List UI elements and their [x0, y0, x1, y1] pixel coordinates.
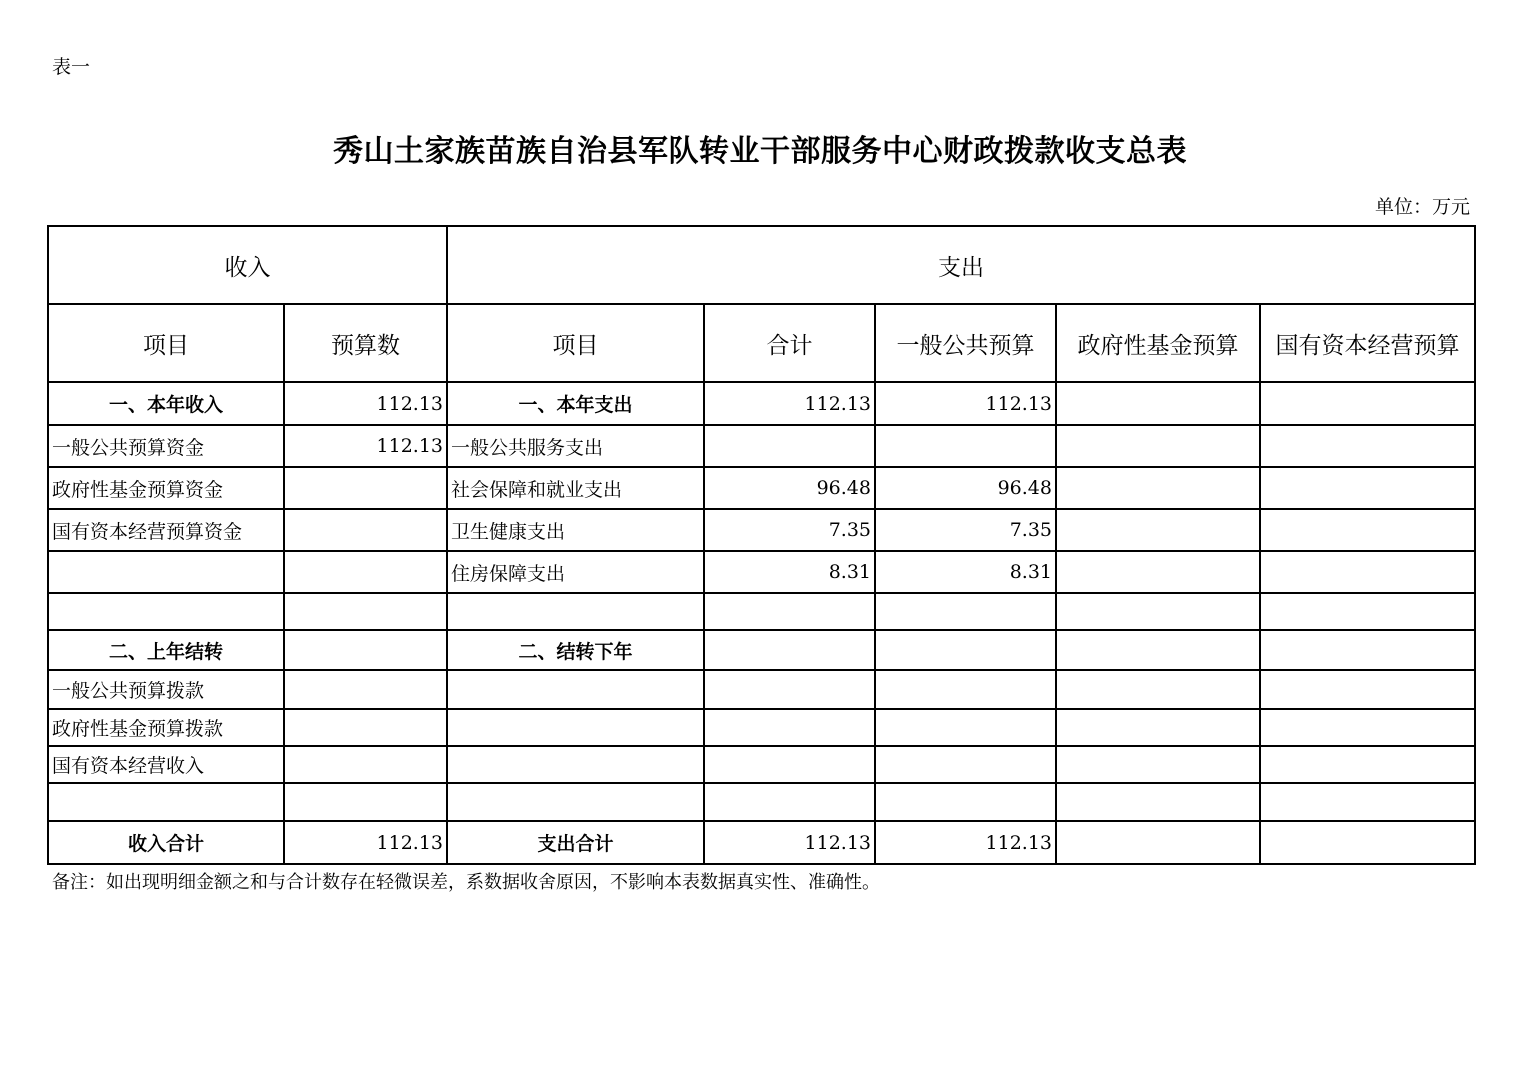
table-cell [704, 709, 875, 746]
table-cell [447, 670, 704, 709]
table-cell: 112.13 [704, 382, 875, 425]
table-row [48, 670, 1475, 709]
col-header-income-item: 项目 [48, 304, 284, 382]
table-cell [447, 593, 704, 630]
table-cell: 一、本年收入 [48, 382, 284, 425]
table-cell [48, 783, 284, 821]
unit-label: 单位：万元 [1374, 196, 1470, 218]
table-cell: 112.13 [284, 382, 447, 425]
table-cell: 政府性基金预算拨款 [48, 709, 284, 746]
table-cell: 8.31 [875, 551, 1056, 593]
table-cell: 一、本年支出 [447, 382, 704, 425]
table-cell [284, 509, 447, 551]
table-cell [1260, 593, 1475, 630]
table-cell [284, 709, 447, 746]
table-row [48, 821, 1475, 864]
table-cell: 国有资本经营收入 [48, 746, 284, 783]
table-cell [875, 709, 1056, 746]
footnote: 备注：如出现明细金额之和与合计数存在轻微误差，系数据收舍原因，不影响本表数据真实性、准确性。 [52, 872, 880, 893]
table-cell [875, 670, 1056, 709]
table-cell [284, 551, 447, 593]
table-cell: 一般公共预算拨款 [48, 670, 284, 709]
table-cell [1260, 746, 1475, 783]
table-cell: 政府性基金预算资金 [48, 467, 284, 509]
table-cell: 国有资本经营预算资金 [48, 509, 284, 551]
table-cell [48, 593, 284, 630]
col-header-state-capital-budget: 国有资本经营预算 [1260, 304, 1475, 382]
table-row [48, 593, 1475, 630]
table-cell [1260, 821, 1475, 864]
table-cell [284, 593, 447, 630]
table-cell: 7.35 [875, 509, 1056, 551]
table-cell: 一般公共服务支出 [447, 425, 704, 467]
table-cell [1260, 670, 1475, 709]
expense-group-header: 支出 [447, 226, 1475, 304]
table-cell [48, 551, 284, 593]
table-cell [875, 425, 1056, 467]
table-cell [1260, 425, 1475, 467]
table-cell [1260, 509, 1475, 551]
table-cell: 一般公共预算资金 [48, 425, 284, 467]
table-cell [704, 746, 875, 783]
table-row [48, 746, 1475, 783]
table-cell [875, 593, 1056, 630]
group-header-row [48, 226, 1475, 304]
table-row [48, 709, 1475, 746]
table-row [48, 425, 1475, 467]
table-cell [1056, 630, 1260, 670]
col-header-expense-item: 项目 [447, 304, 704, 382]
table-cell [1056, 593, 1260, 630]
table-cell [1056, 425, 1260, 467]
col-header-general-budget: 一般公共预算 [875, 304, 1056, 382]
col-header-gov-fund-budget: 政府性基金预算 [1056, 304, 1260, 382]
table-cell [704, 630, 875, 670]
table-cell: 卫生健康支出 [447, 509, 704, 551]
table-row [48, 630, 1475, 670]
table-cell: 96.48 [704, 467, 875, 509]
table-cell: 112.13 [284, 425, 447, 467]
table-cell [1260, 382, 1475, 425]
table-cell [1056, 509, 1260, 551]
table-cell [875, 630, 1056, 670]
table-cell [704, 670, 875, 709]
table-row [48, 382, 1475, 425]
table-row [48, 783, 1475, 821]
column-header-row [48, 304, 1475, 382]
table-cell [284, 467, 447, 509]
table-cell: 112.13 [704, 821, 875, 864]
table-cell [704, 783, 875, 821]
table-cell [1260, 467, 1475, 509]
table-cell: 8.31 [704, 551, 875, 593]
page-title: 秀山土家族苗族自治县军队转业干部服务中心财政拨款收支总表 [333, 134, 1187, 169]
table-row [48, 551, 1475, 593]
table-cell [447, 709, 704, 746]
col-header-total: 合计 [704, 304, 875, 382]
table-cell [1056, 821, 1260, 864]
table-cell: 7.35 [704, 509, 875, 551]
table-cell: 112.13 [284, 821, 447, 864]
table-cell [1056, 382, 1260, 425]
table-cell [704, 593, 875, 630]
table-cell [704, 425, 875, 467]
col-header-budget-amount: 预算数 [284, 304, 447, 382]
table-cell [1056, 746, 1260, 783]
income-group-header: 收入 [48, 226, 447, 304]
table-cell [447, 783, 704, 821]
table-cell: 96.48 [875, 467, 1056, 509]
table-cell [1056, 551, 1260, 593]
table-cell: 收入合计 [48, 821, 284, 864]
table-row [48, 509, 1475, 551]
table-cell [284, 783, 447, 821]
table-cell [1056, 670, 1260, 709]
table-cell [875, 746, 1056, 783]
table-cell [447, 746, 704, 783]
budget-table [47, 225, 1476, 865]
table-cell [875, 783, 1056, 821]
table-cell: 住房保障支出 [447, 551, 704, 593]
table-cell: 112.13 [875, 821, 1056, 864]
table-cell [1260, 783, 1475, 821]
table-cell: 112.13 [875, 382, 1056, 425]
table-row [48, 467, 1475, 509]
table-cell [1260, 630, 1475, 670]
table-cell [1056, 783, 1260, 821]
table-tag: 表一 [52, 56, 91, 78]
table-cell: 二、上年结转 [48, 630, 284, 670]
table-cell [284, 670, 447, 709]
table-cell: 社会保障和就业支出 [447, 467, 704, 509]
table-cell [1056, 467, 1260, 509]
table-cell [1056, 709, 1260, 746]
table-cell [1260, 551, 1475, 593]
table-cell [284, 746, 447, 783]
table-cell [284, 630, 447, 670]
table-cell: 二、结转下年 [447, 630, 704, 670]
table-cell [1260, 709, 1475, 746]
table-cell: 支出合计 [447, 821, 704, 864]
